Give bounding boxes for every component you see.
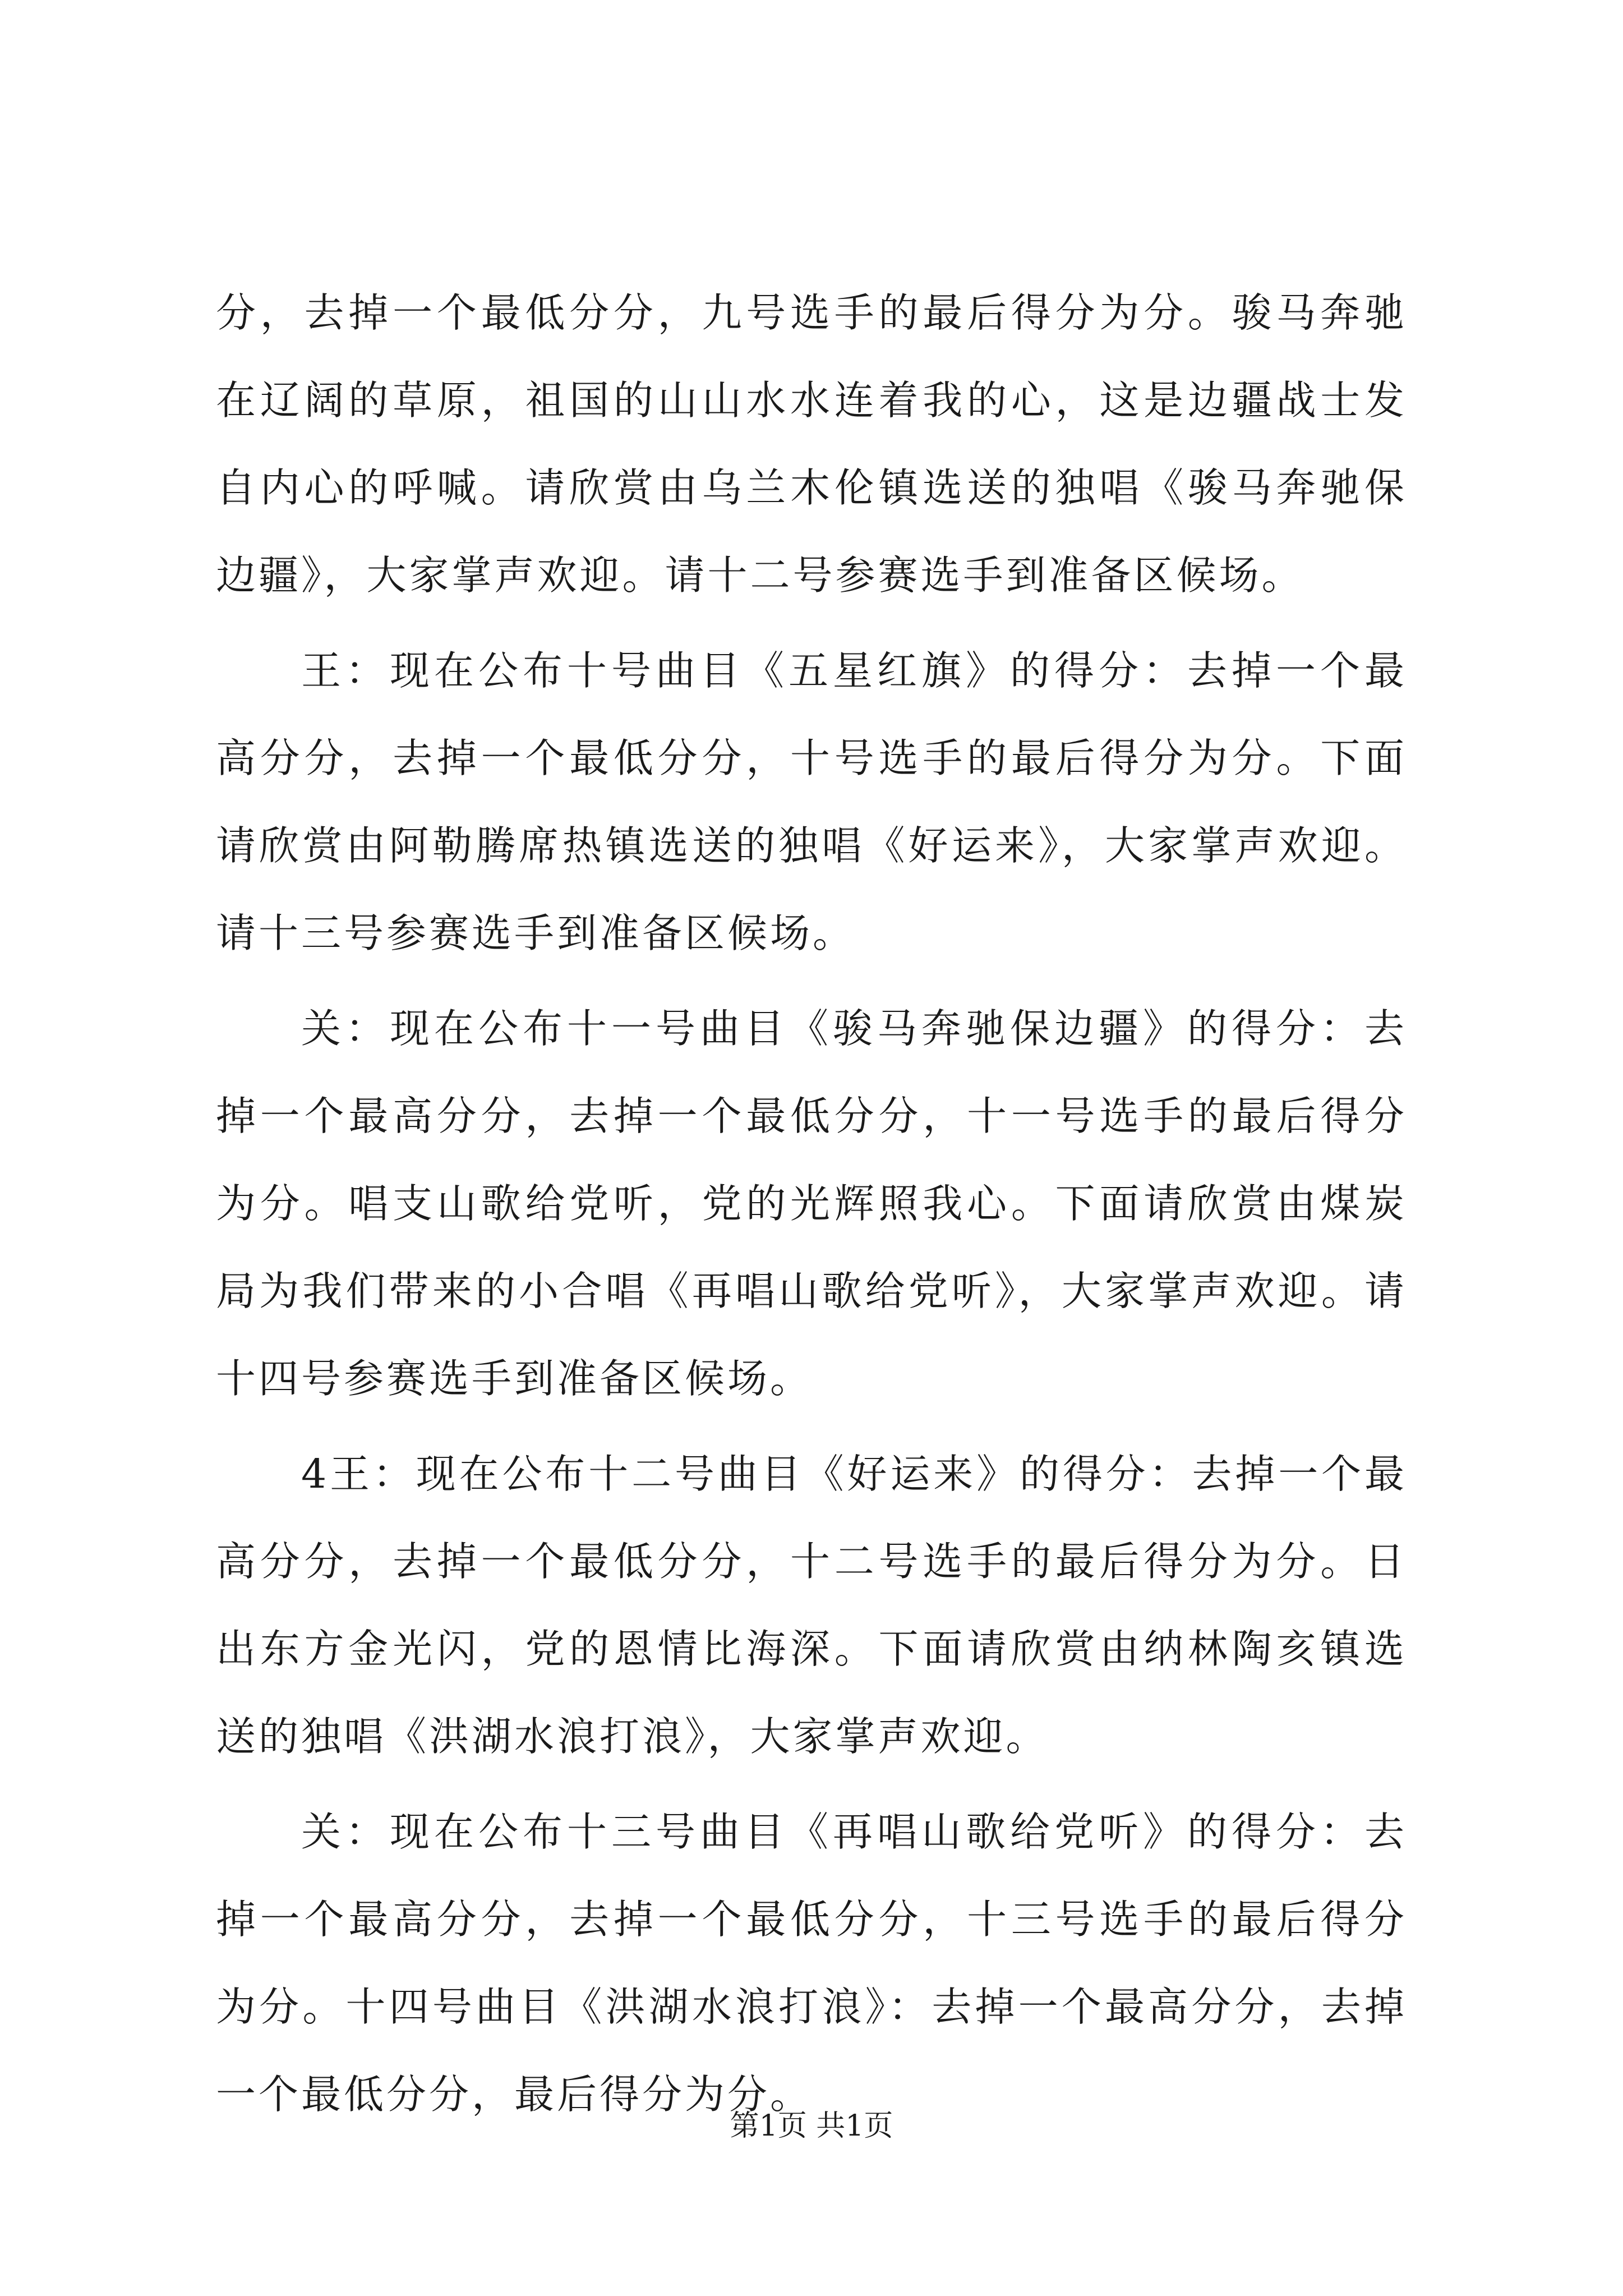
paragraph-guan-item-13: 关：现在公布十三号曲目《再唱山歌给党听》的得分：去掉一个最高分分，去掉一个最低分分，十三号选手的最后得分为分。十四号曲目《洪湖水浪打浪》：去掉一个最高分分，去掉一个最低分分，最后得分为分。 <box>216 1809 1407 2118</box>
page-footer: 第1页 共1页 <box>730 2109 893 2143</box>
document-body <box>216 269 1407 2146</box>
paragraph-wang-item-12: 4王：现在公布十二号曲目《好运来》的得分：去掉一个最高分分，去掉一个最低分分，十二号选手的最后得分为分。日出东方金光闪，党的恩情比海深。下面请欣赏由纳林陶亥镇选送的独唱《洪湖水浪打浪》，大家掌声欢迎。 <box>216 1451 1407 1760</box>
paragraph-wang-item-10: 王：现在公布十号曲目《五星红旗》的得分：去掉一个最高分分，去掉一个最低分分，十号选手的最后得分为分。下面请欣赏由阿勒腾席热镇选送的独唱《好运来》，大家掌声欢迎。请十三号参赛选手到准备区候场。 <box>216 647 1407 956</box>
paragraph-continued: 分，去掉一个最低分分，九号选手的最后得分为分。骏马奔驰在辽阔的草原，祖国的山山水水连着我的心，这是边疆战士发自内心的呼喊。请欣赏由乌兰木伦镇选送的独唱《骏马奔驰保边疆》，大家掌声欢迎。请十二号参赛选手到准备区候场。 <box>216 289 1407 599</box>
paragraph-guan-item-11: 关：现在公布十一号曲目《骏马奔驰保边疆》的得分：去掉一个最高分分，去掉一个最低分分，十一号选手的最后得分为分。唱支山歌给党听，党的光辉照我心。下面请欣赏由煤炭局为我们带来的小合唱《再唱山歌给党听》，大家掌声欢迎。请十四号参赛选手到准备区候场。 <box>216 1005 1407 1402</box>
